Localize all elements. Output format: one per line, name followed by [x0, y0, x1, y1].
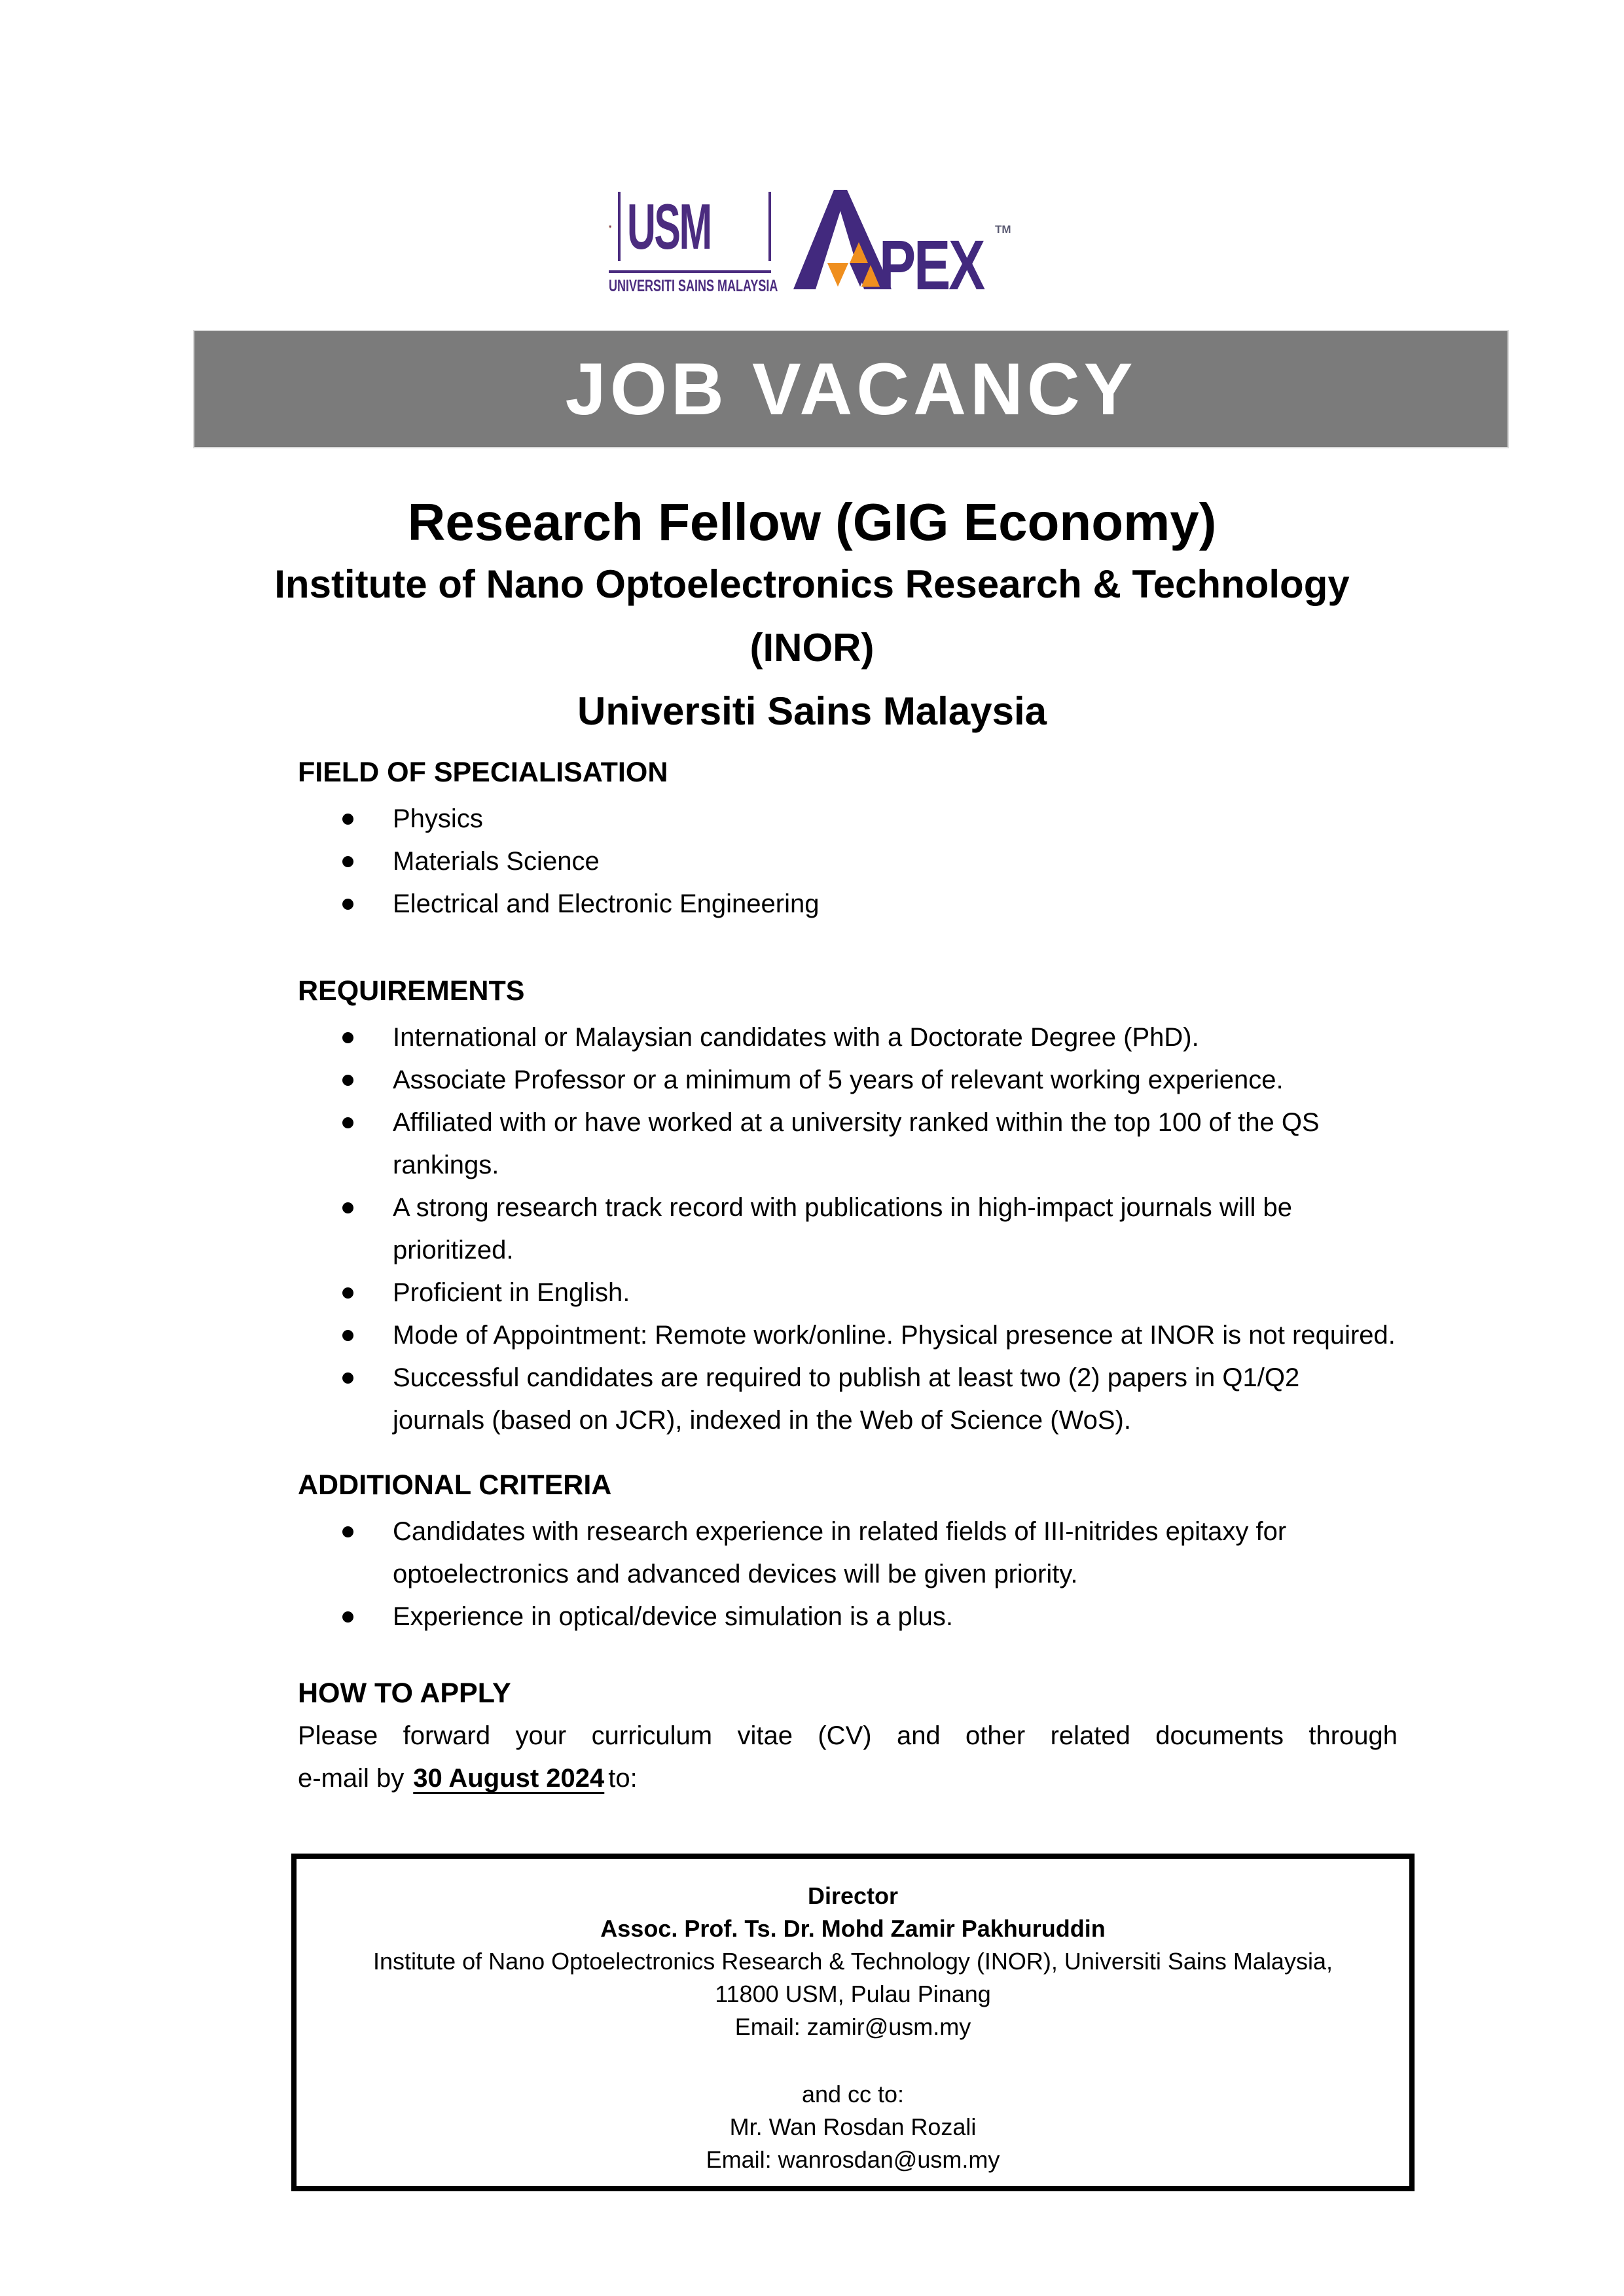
apex-wordmark: PEX [878, 224, 983, 295]
bullet-item: Experience in optical/device simulation is a plus. [298, 1596, 1398, 1638]
cc-label: and cc to: [801, 2081, 905, 2108]
bullet-item: Materials Science [298, 840, 1398, 883]
apply-deadline-suffix: to: [608, 1764, 638, 1793]
requirements-list [298, 1016, 1398, 1442]
header-logos [0, 188, 1624, 296]
institute-acronym: (INOR) [749, 626, 875, 670]
university-name: Universiti Sains Malaysia [577, 689, 1047, 733]
apex-tm-mark: TM [994, 223, 1011, 236]
usm-logo [608, 188, 778, 296]
apply-instructions-line2 [298, 1757, 1398, 1800]
bullet-item: A strong research track record with publications in high-impact journals will be prioritized. [298, 1187, 1398, 1272]
position-title: Research Fellow (GIG Economy) [407, 493, 1217, 551]
contact-name: Assoc. Prof. Ts. Dr. Mohd Zamir Pakhuruddin [600, 1915, 1106, 1942]
apply-instructions-line1: Please forward your curriculum vitae (CV) and other related documents through [298, 1721, 1398, 1750]
bullet-item: Electrical and Electronic Engineering [298, 883, 1398, 925]
document-body [298, 751, 1398, 1800]
field-list [298, 798, 1398, 925]
cc-email: Email: wanrosdan@usm.my [706, 2146, 1000, 2173]
section-heading-additional: ADDITIONAL CRITERIA [298, 1469, 612, 1501]
contact-title: Director [807, 1882, 899, 1909]
banner-title: JOB VACANCY [565, 348, 1137, 430]
section-heading-requirements: REQUIREMENTS [298, 975, 525, 1007]
title-block [0, 492, 1624, 743]
contact-email: Email: zamir@usm.my [734, 2013, 971, 2040]
bullet-item: Proficient in English. [298, 1272, 1398, 1314]
application-deadline: 30 August 2024 [413, 1764, 605, 1793]
usm-crest-icon [609, 188, 611, 265]
contact-address-line2: 11800 USM, Pulau Pinang [715, 1981, 991, 2007]
bullet-item: Associate Professor or a minimum of 5 years of relevant working experience. [298, 1059, 1398, 1102]
section-heading-how-to-apply: HOW TO APPLY [298, 1677, 511, 1709]
bullet-item: Affiliated with or have worked at a university ranked within the top 100 of the QS rankings. [298, 1102, 1398, 1187]
bullet-item: Mode of Appointment: Remote work/online. Physical presence at INOR is not required. [298, 1314, 1398, 1357]
additional-criteria-list [298, 1511, 1398, 1638]
usm-logo-rule [609, 270, 771, 273]
contact-box-spacer [297, 2043, 1409, 2078]
contact-box [291, 1854, 1415, 2191]
cc-name: Mr. Wan Rosdan Rozali [729, 2113, 977, 2140]
bullet-item: Physics [298, 798, 1398, 840]
bullet-item: Candidates with research experience in related fields of III-nitrides epitaxy for optoelectronics and advanced devices will be given priority. [298, 1511, 1398, 1596]
usm-wordmark: UNIVERSITI SAINS MALAYSIA [608, 277, 778, 295]
usm-acronym-wrap [618, 192, 771, 261]
contact-address-line1: Institute of Nano Optoelectronics Research & Technology (INOR), Universiti Sains Malaysia, [373, 1948, 1333, 1975]
institute-name: Institute of Nano Optoelectronics Research & Technology [274, 562, 1350, 606]
bullet-item: Successful candidates are required to publish at least two (2) papers in Q1/Q2 journals (based on JCR), indexed in the Web of Science (WoS). [298, 1357, 1398, 1442]
usm-logo-top [609, 188, 771, 265]
bullet-item: International or Malaysian candidates with a Doctorate Degree (PhD). [298, 1016, 1398, 1059]
apex-logo-icon [793, 190, 1016, 295]
apply-deadline-prefix: e-mail by [298, 1764, 405, 1793]
job-vacancy-banner [193, 330, 1509, 448]
usm-acronym: USM [626, 190, 711, 262]
section-heading-field: FIELD OF SPECIALISATION [298, 757, 668, 788]
